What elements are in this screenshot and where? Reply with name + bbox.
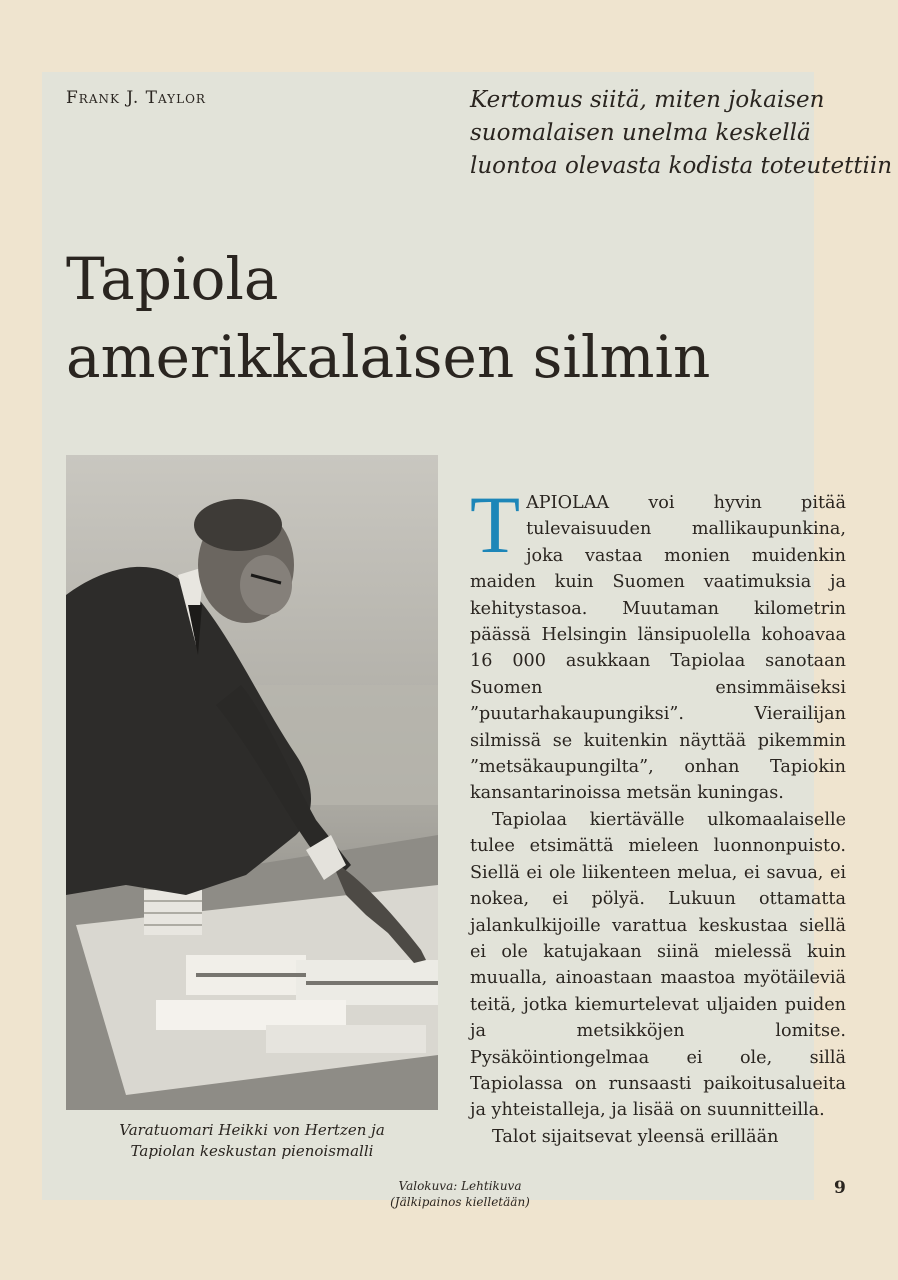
photo-credit — [380, 1178, 540, 1210]
article-title — [66, 240, 710, 396]
paragraph-text: voi hyvin pitää tulevaisuuden mallikaupunkina, joka vastaa monien muidenkin maiden kuin Suomen vaatimuksia ja kehitystasoa. Muutaman kilometrin päässä Helsingin länsipuolella kohoavaa 16 000 asukkaan Tapiolaa sanotaan Suomen ensimmäiseksi ”puutarhakaupungiksi”. Vierailijan silmissä se kuitenkin näyttää pikemmin ”metsäkaupungilta”, onhan Tapiokin kansantarinoissa metsän kuningas. — [470, 493, 846, 804]
article-body — [470, 479, 846, 1150]
title-line: amerikkalaisen silmin — [66, 323, 711, 391]
subtitle-line: suomalaisen unelma keskellä — [470, 120, 811, 146]
photo-man-with-city-model — [66, 455, 438, 1110]
photo-illustration — [66, 455, 438, 1110]
author-byline: Frank J. Taylor — [66, 88, 206, 108]
article-subtitle — [470, 84, 893, 183]
article-paragraph: Talot sijaitsevat yleensä erillään — [492, 1126, 779, 1147]
subtitle-line: luontoa olevasta kodista toteutettiin — [470, 153, 893, 179]
title-line: Tapiola — [66, 245, 279, 313]
subtitle-line: Kertomus siitä, miten jokaisen — [470, 87, 825, 113]
article-paragraph — [470, 479, 846, 807]
caption-line: Tapiolan keskustan pienoismalli — [130, 1142, 374, 1160]
drop-cap: T — [470, 479, 521, 570]
credit-line: (Jälkipainos kielletään) — [390, 1195, 530, 1209]
lead-word: APIOLAA — [526, 493, 610, 513]
article-paragraph: Tapiolaa kiertävälle ulkomaalaiselle tulee etsimättä mieleen luonnonpuisto. Siellä ei ole liikenteen melua, ei savua, ei nokea, ei pölyä. Lukuun ottamatta jalankulkijoille varattua keskustaa siellä ei ole katujakaan siinä mielessä kuin muualla, ainoastaan maastoa myötäileviä teitä, jotka kiemurtelevat uljaiden puiden ja metsikköjen lomitse. Pysäköintiongelmaa ei ole, sillä Tapiolassa on runsaasti paikoitusalueita ja yhteistalleja, ja lisää on suunnitteilla. — [470, 809, 846, 1121]
photo-caption — [66, 1120, 438, 1162]
caption-line: Varatuomari Heikki von Hertzen ja — [119, 1121, 385, 1139]
credit-line: Valokuva: Lehtikuva — [398, 1179, 522, 1193]
page-number: 9 — [834, 1178, 846, 1198]
